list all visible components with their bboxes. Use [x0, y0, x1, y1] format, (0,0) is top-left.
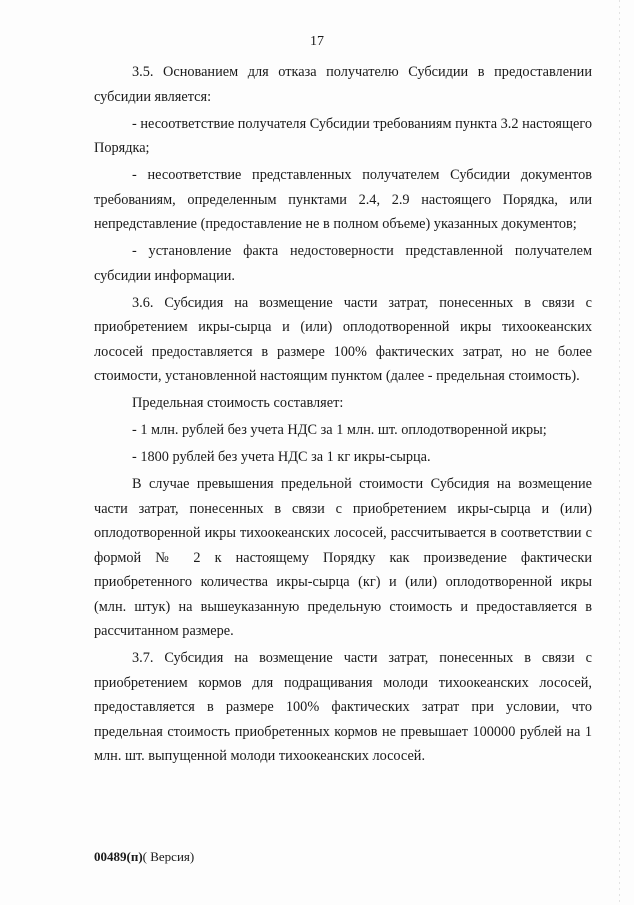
list-item-false-information: - установление факта недостоверности представленной получателем субсидии информации. [94, 243, 592, 284]
paragraph-excess-cost: В случае превышения предельной стоимости Субсидия на возмещение части затрат, понесенных в связи с приобретением икры-сырца и (или) оплодотворенной икры тихоокеанских лососей, рассчитывается в соответствии с формой № 2 к настоящему Порядку как произведение фактически приобретенного количества икры-сырца (кг) и (или) оплодотворенной икры (млн. штук) на вышеуказанную предельную стоимость и предоставляется в рассчитанном размере. [94, 476, 592, 639]
list-item-documents-mismatch: - несоответствие представленных получателем Субсидии документов требованиям, определенным пунктами 2.4, 2.9 настоящего Порядка, или непредставление (предоставление не в полном объеме) указанных документов; [94, 167, 592, 232]
paragraph-3-5: 3.5. Основанием для отказа получателю Субсидии в предоставлении субсидии является: [94, 64, 592, 105]
paragraph-3-6: 3.6. Субсидия на возмещение части затрат, понесенных в связи с приобретением икры-сырца и (или) оплодотворенной икры тихоокеанских лососей предоставляется в размере 100% фактических затрат, но не более стоимости, установленной настоящим пунктом (далее - предельная стоимость). [94, 294, 592, 384]
page-number: 17 [310, 34, 324, 49]
document-version: ( Версия) [142, 849, 195, 864]
document-body [94, 60, 592, 771]
document-footer [94, 849, 194, 865]
list-item-limit-raw-roe: - 1800 рублей без учета НДС за 1 кг икры-сырца. [132, 449, 431, 465]
paragraph-limit-cost: Предельная стоимость составляет: [132, 395, 344, 411]
list-item-requirement-mismatch: - несоответствие получателя Субсидии требованиям пункта 3.2 настоящего Порядка; [94, 115, 592, 156]
list-item-limit-fertilized: - 1 млн. рублей без учета НДС за 1 млн. шт. оплодотворенной икры; [132, 422, 547, 438]
document-code: 00489(п) [94, 849, 143, 864]
scan-edge-mark [619, 0, 620, 905]
paragraph-3-7: 3.7. Субсидия на возмещение части затрат, понесенных в связи с приобретением кормов для подращивания молоди тихоокеанских лососей, предоставляется в размере 100% фактических затрат при условии, что предельная стоимость приобретенных кормов не превышает 100000 рублей на 1 млн. шт. выпущенной молоди тихоокеанских лососей. [94, 650, 592, 764]
